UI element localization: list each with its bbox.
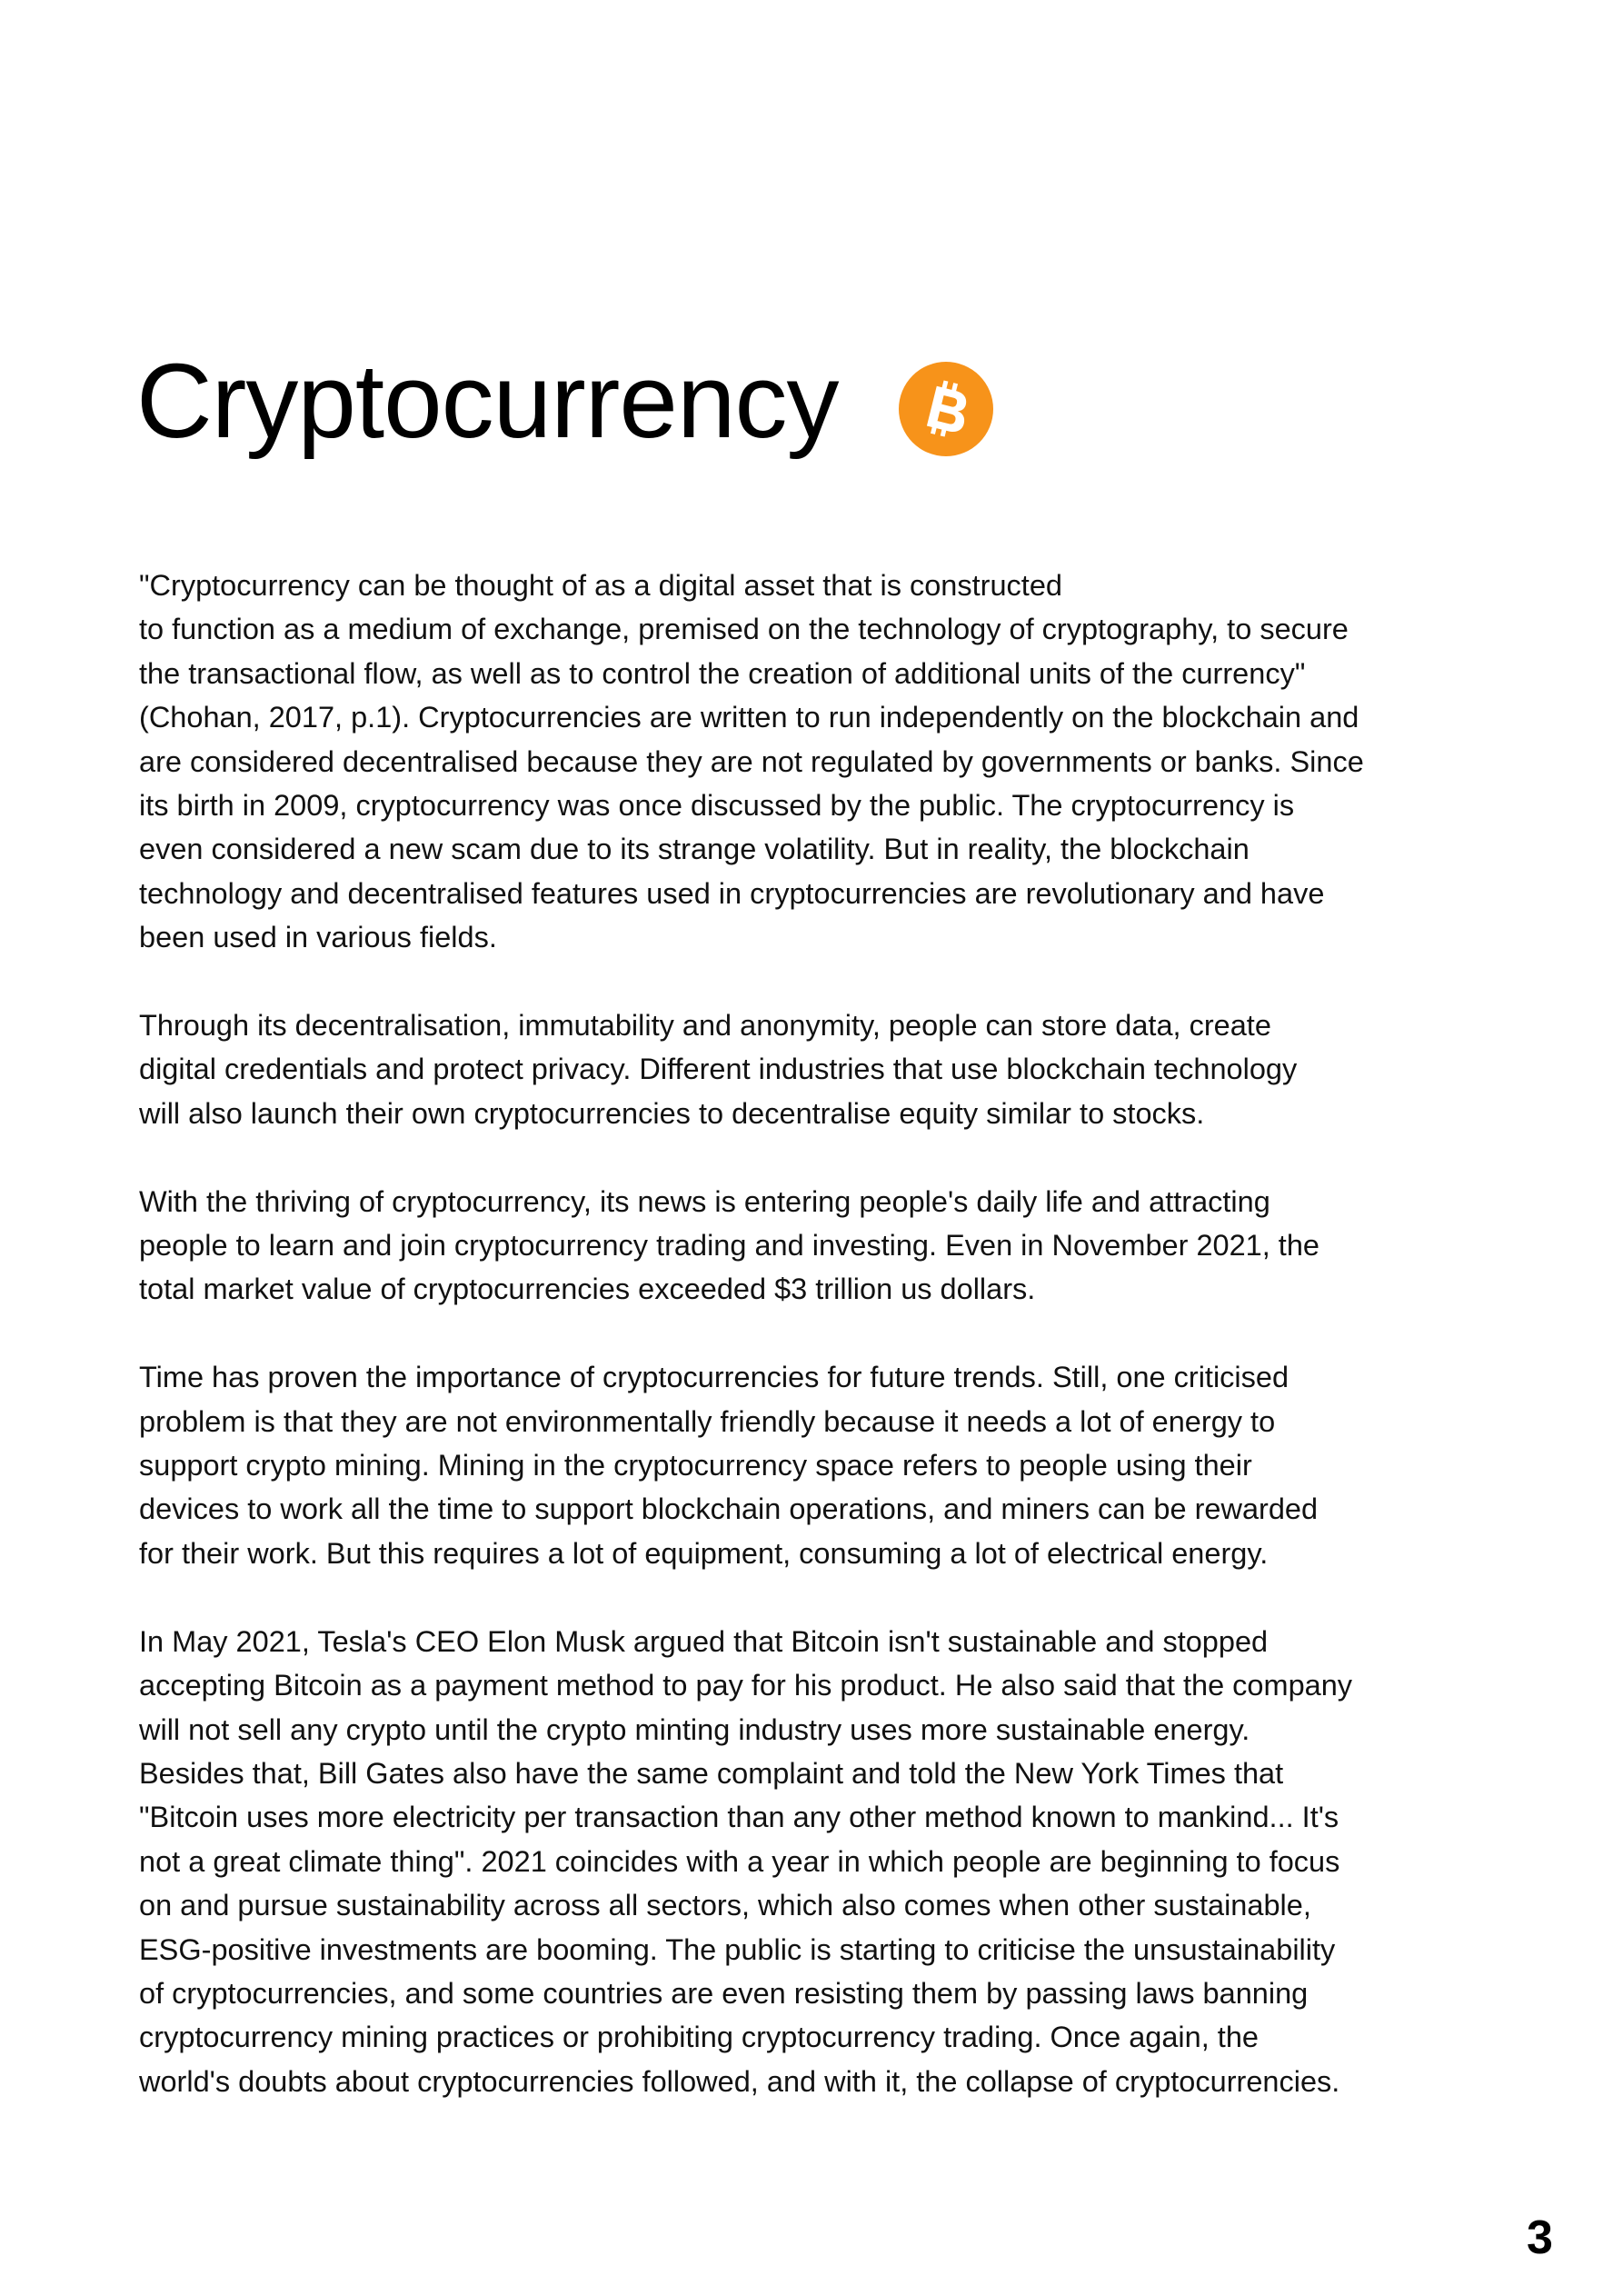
text-line: In May 2021, Tesla's CEO Elon Musk argued that Bitcoin isn't sustainable and stopped [139,1624,1269,1658]
paragraph-4 [139,1355,1364,1575]
bitcoin-icon [899,362,993,456]
text-line: digital credentials and protect privacy. Different industries that use blockchain technology [139,1053,1298,1086]
text-line: Besides that, Bill Gates also have the same complaint and told the New York Times that [139,1756,1284,1790]
text-line: its birth in 2009, cryptocurrency was once discussed by the public. The cryptocurrency is [139,789,1295,823]
text-line: problem is that they are not environmentally friendly because it needs a lot of energy to [139,1404,1276,1438]
page-title: Cryptocurrency [136,342,839,460]
paragraph-1 [139,564,1364,960]
text-line: the transactional flow, as well as to control the creation of additional units of the currency" [139,656,1306,690]
text-line: will also launch their own cryptocurrencies to decentralise equity similar to stocks. [139,1096,1205,1130]
text-line: technology and decentralised features used in cryptocurrencies are revolutionary and have [139,876,1325,910]
body-text [139,564,1364,2148]
text-line: been used in various fields. [139,921,497,954]
page-number: 3 [1527,2211,1553,2264]
text-line: devices to work all the time to support blockchain operations, and miners can be rewarded [139,1492,1319,1526]
text-line: for their work. But this requires a lot of equipment, consuming a lot of electrical energy. [139,1536,1269,1570]
text-line: (Chohan, 2017, p.1). Cryptocurrencies are written to run independently on the blockchain and [139,701,1359,734]
text-line: even considered a new scam due to its strange volatility. But in reality, the blockchain [139,833,1250,866]
paragraph-3 [139,1180,1364,1312]
text-line: accepting Bitcoin as a payment method to pay for his product. He also said that the company [139,1669,1353,1702]
text-line: are considered decentralised because they are not regulated by governments or banks. Since [139,744,1364,778]
text-line: not a great climate thing". 2021 coincides with a year in which people are beginning to focus [139,1844,1340,1878]
text-line: world's doubts about cryptocurrencies followed, and with it, the collapse of cryptocurrencies. [139,2064,1340,2098]
text-line: cryptocurrency mining practices or prohibiting cryptocurrency trading. Once again, the [139,2021,1259,2054]
text-line: Through its decentralisation, immutability and anonymity, people can store data, create [139,1009,1271,1043]
text-line: support crypto mining. Mining in the cryptocurrency space refers to people using their [139,1449,1252,1482]
text-line: Time has proven the importance of cryptocurrencies for future trends. Still, one criticised [139,1361,1289,1394]
paragraph-2 [139,1003,1364,1135]
text-line: With the thriving of cryptocurrency, its news is entering people's daily life and attracting [139,1184,1270,1218]
text-line: of cryptocurrencies, and some countries are even resisting them by passing laws banning [139,1976,1309,2010]
text-line: to function as a medium of exchange, premised on the technology of cryptography, to secure [139,613,1349,646]
text-line: "Cryptocurrency can be thought of as a digital asset that is constructed [139,569,1062,602]
text-line: ESG-positive investments are booming. The public is starting to criticise the unsustainability [139,1932,1336,1966]
text-line: on and pursue sustainability across all sectors, which also comes when other sustainable, [139,1889,1311,1922]
text-line: will not sell any crypto until the crypto minting industry uses more sustainable energy. [139,1712,1250,1746]
text-line: "Bitcoin uses more electricity per transaction than any other method known to mankind... It's [139,1801,1339,1834]
text-line: total market value of cryptocurrencies exceeded $3 trillion us dollars. [139,1273,1036,1306]
text-line: people to learn and join cryptocurrency trading and investing. Even in November 2021, the [139,1229,1319,1263]
paragraph-5 [139,1620,1364,2103]
